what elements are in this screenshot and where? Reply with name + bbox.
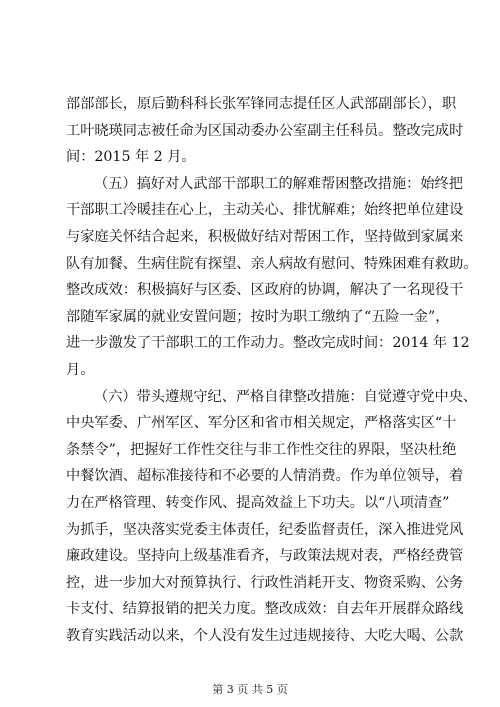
body-text [66, 91, 478, 649]
text-line: （五）搞好对人武部干部职工的解难帮困整改措施：始终把 [94, 175, 463, 192]
text-line: 与家庭关怀结合起来，积极做好结对帮困工作，坚持做到家属来 [66, 228, 464, 245]
text-line: 部部部长，原后勤科科长张军锋同志提任区人武部副部长），职 [66, 96, 457, 112]
text-line: （六）带头遵规守纪、严格自律整改措施：自觉遵守党中央、 [94, 388, 478, 405]
text-line: 队有加餐、生病住院有探望、亲人病故有慰问、特殊困难有救助。 [66, 255, 478, 272]
text-line: 中餐饮酒、超标准接待和不必要的人情消费。作为单位领导，着 [66, 468, 464, 485]
text-line: 中央军委、广州军区、军分区和省市相关规定，严格落实区“十 [66, 415, 457, 432]
text-line: 条禁令”，把握好工作性交往与非工作性交往的界限，坚决杜绝 [66, 441, 457, 458]
text-line: 卡支付、结算报销的把关力度。整改成效：自去年开展群众路线 [66, 601, 464, 618]
text-line: 教育实践活动以来，个人没有发生过违规接待、大吃大喝、公款 [66, 627, 464, 644]
text-line: 为抓手，坚决落实党委主体责任，纪委监督责任，深入推进党风 [66, 521, 464, 538]
text-line: 进一步激发了干部职工的工作动力。整改完成时间：2014 年 12 [66, 335, 470, 352]
text-line: 工叶晓瑛同志被任命为区国动委办公室副主任科员。整改完成时 [66, 122, 464, 139]
text-line: 部随军家属的就业安置问题；按时为职工缴纳了“五险一金”， [66, 308, 450, 325]
page-footer: 第 3 页 共 5 页 [212, 683, 288, 696]
text-line: 间：2015 年 2 月。 [66, 149, 196, 166]
text-line: 廉政建设。坚持向上级基准看齐，与政策法规对表，严格经费管 [66, 548, 464, 565]
text-line: 控，进一步加大对预算执行、行政性消耗开支、物资采购、公务 [66, 574, 464, 591]
text-line: 月。 [66, 361, 95, 378]
text-line: 力在严格管理、转变作风、提高效益上下功夫。以“八项清查” [66, 494, 450, 511]
text-line: 整改成效：积极搞好与区委、区政府的协调，解决了一名现役干 [66, 282, 464, 299]
text-line: 干部职工冷暖挂在心上，主动关心、排忧解难；始终把单位建设 [66, 202, 464, 219]
